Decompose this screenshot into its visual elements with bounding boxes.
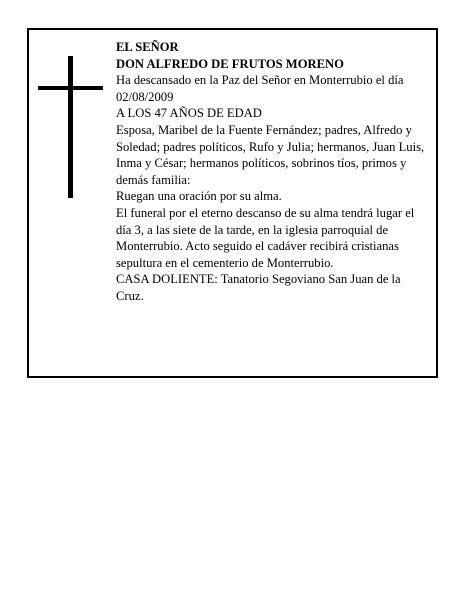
funeral-details: El funeral por el eterno descanso de su alma tendrá lugar el día 3, a las siete de la tarde, en la iglesia parroquial de Monterrubio. Acto seguido el cadáver recibirá cristianas sepultura en el cementerio de Monterrubio. [116, 205, 415, 270]
house-of-mourning: CASA DOLIENTE: Tanatorio Segoviano San Juan de la Cruz. [116, 272, 401, 303]
obituary-notice [27, 28, 438, 378]
family-list: Esposa, Maribel de la Fuente Fernández; padres, Alfredo y Soledad; padres políticos, Rufo y Julia; hermanos, Juan Luis, Inma y César; hermanos políticos, sobrinos tíos, primos y demás familia: [116, 122, 425, 187]
cross-horizontal-bar [38, 86, 103, 90]
notice-text-block [116, 39, 426, 305]
death-statement: Ha descansado en la Paz del Señor en Monterrubio el día 02/08/2009 [116, 73, 404, 104]
deceased-name: DON ALFREDO DE FRUTOS MORENO [116, 56, 344, 71]
notice-title: EL SEÑOR [116, 40, 179, 54]
prayer-request: Ruegan una oración por su alma. [116, 189, 282, 204]
cross-vertical-bar [68, 56, 73, 198]
age-line: A LOS 47 AÑOS DE EDAD [116, 106, 262, 121]
